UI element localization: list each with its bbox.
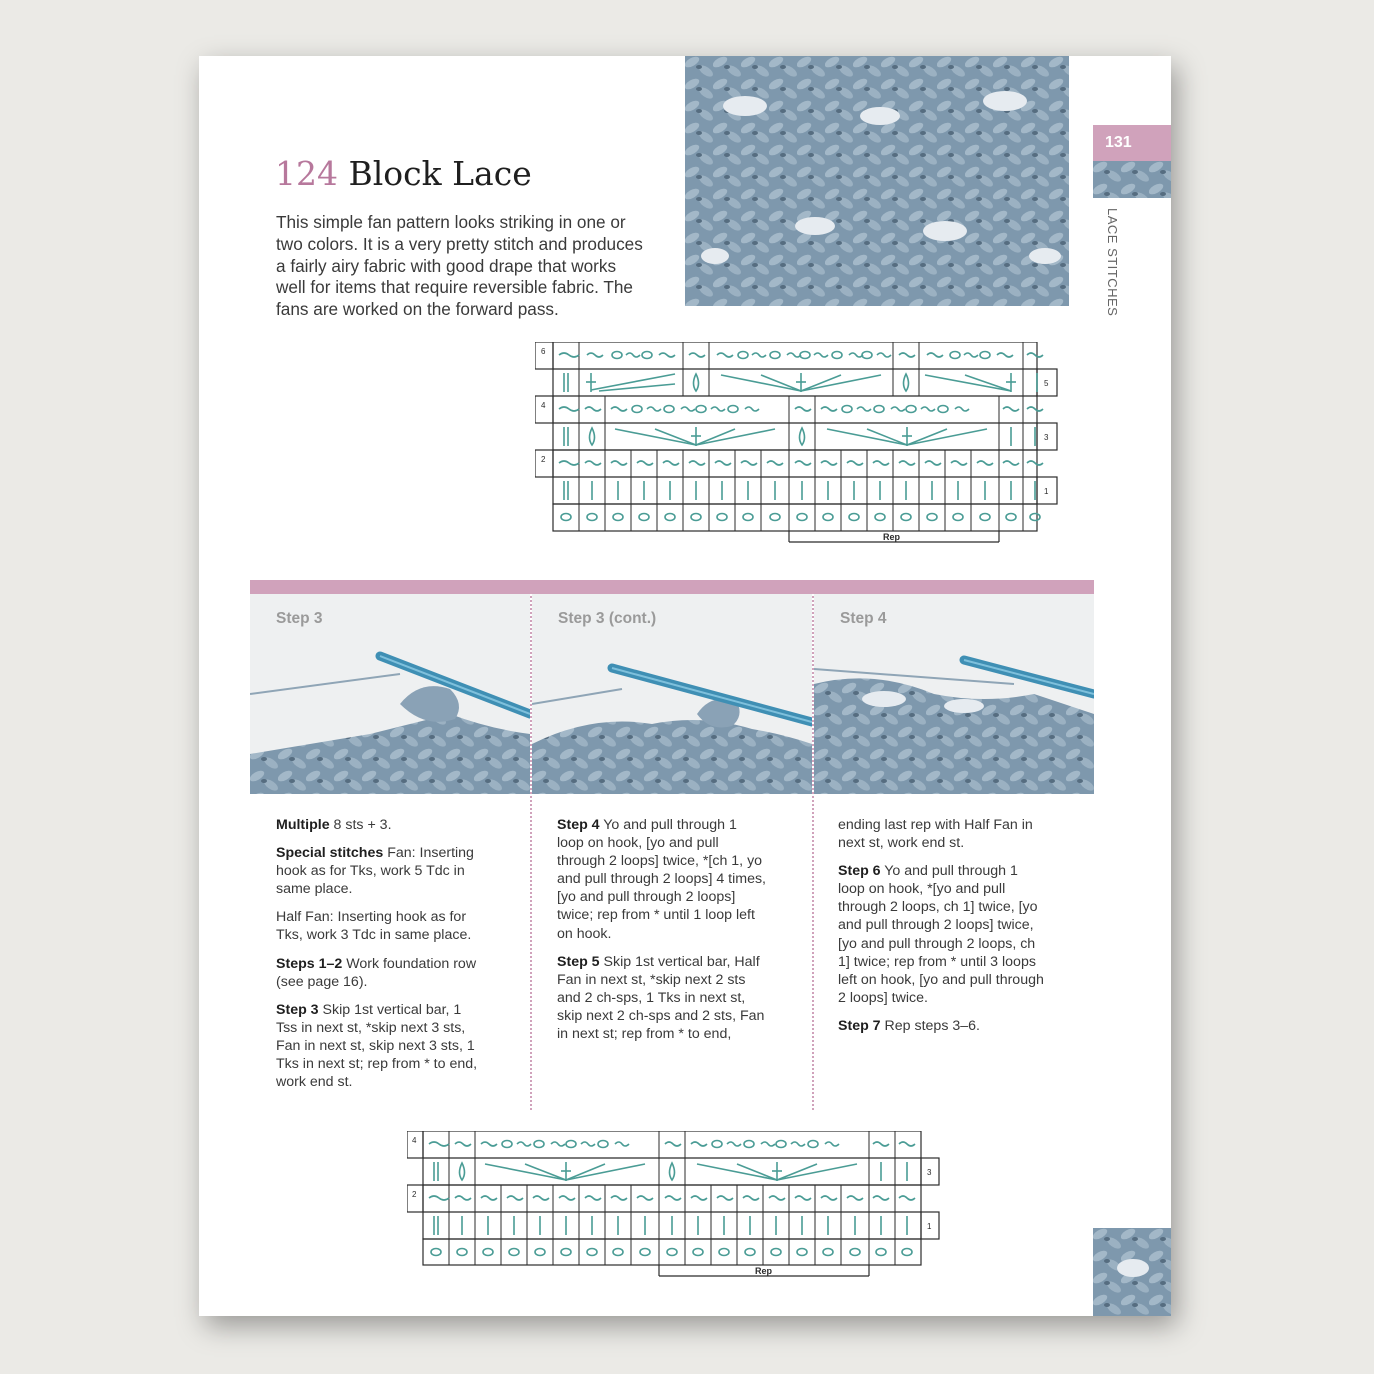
block-lace-swatch-photo: [685, 56, 1069, 306]
half-fan-line: Half Fan: Inserting hook as for Tks, work 3 Tdc in same place.: [276, 909, 472, 944]
pattern-number: 124: [275, 154, 338, 193]
column-divider: [530, 596, 532, 1110]
instructions-column-1: [276, 816, 486, 1101]
step-5-continued: ending last rep with Half Fan in next st, work end st.: [838, 817, 1033, 852]
yarn-texture: [1093, 161, 1171, 198]
row-number: 4: [412, 1136, 417, 1145]
tab-thumbnail: [1093, 161, 1171, 198]
row-number: 4: [541, 401, 546, 410]
row-number: 1: [927, 1222, 932, 1231]
row-number: 3: [1044, 433, 1049, 442]
step-photo-label: Step 3: [276, 610, 323, 627]
row-number: 5: [1044, 379, 1049, 388]
step-5-line: Step 5 Skip 1st vertical bar, Half Fan in next st, *skip next 2 sts and 2 ch-sps, 1 Tks in next st, skip next 2 ch-sps and 2 sts, Fan in next st; rep from * to end,: [557, 953, 765, 1043]
yarn-texture: [1093, 1228, 1171, 1316]
pattern-title: [275, 154, 532, 193]
step-photo-1: [250, 594, 530, 794]
column-divider: [812, 596, 814, 1110]
row-number: 2: [541, 455, 546, 464]
corner-thumbnail: [1093, 1228, 1171, 1316]
rep-label: Rep: [883, 532, 901, 542]
steps-header-bar: [250, 580, 1094, 594]
step-3-line: Step 3 Skip 1st vertical bar, 1 Tss in next st, *skip next 3 sts, Fan in next st, skip next 3 sts, 1 Tks in next st; rep from * to end, work end st.: [276, 1001, 478, 1091]
special-stitches-line: Special stitches Fan: Inserting hook as for Tks, work 5 Tdc in same place.: [276, 845, 474, 898]
section-label: LACE STITCHES: [1105, 208, 1120, 317]
row-number: 6: [541, 347, 546, 356]
multiple-line: Multiple 8 sts + 3.: [276, 817, 392, 833]
row-number: 2: [412, 1190, 417, 1199]
step-photo-label: Step 4: [840, 610, 887, 627]
step-4-line: Step 4 Yo and pull through 1 loop on hook, [yo and pull through 2 loops] twice, *[ch 1, yo and pull through 2 loops] 4 times, [yo and pull through 2 loops] twice; rep from * until 1 loop left on hook.: [557, 817, 767, 942]
step-7-line: Step 7 Rep steps 3–6.: [838, 1017, 980, 1034]
book-page: [199, 56, 1171, 1316]
chart-diagram-bottom: [407, 1131, 947, 1286]
step-photo-2: [532, 594, 812, 794]
rep-label: Rep: [755, 1266, 773, 1276]
step-photo-3: [814, 594, 1094, 794]
instructions-column-2: [557, 816, 767, 1053]
step-6-line: Step 6 Yo and pull through 1 loop on hook, *[yo and pull through 2 loops, ch 1] twice, [yo and pull through 2 loops] twice, [yo and pull through 2 loops, ch 1] twice; rep from * until 3 loops left on hook, [yo and pull through 2 loops] twice.: [838, 863, 1044, 1006]
chart-diagram-top: [535, 342, 1075, 549]
row-number: 1: [1044, 487, 1049, 496]
intro-paragraph: This simple fan pattern looks striking in one or two colors. It is a very pretty stitch and produces a fairly airy fabric with good drape that works well for items that require reversible fabric. The fans are worked on the forward pass.: [276, 212, 643, 320]
step-photo-label: Step 3 (cont.): [558, 610, 657, 627]
yarn-texture: [685, 56, 1069, 306]
row-number: 3: [927, 1168, 932, 1177]
steps-1-2-line: Steps 1–2 Work foundation row (see page 16).: [276, 955, 477, 990]
pattern-name: Block Lace: [348, 154, 532, 193]
page-number-tab: 131: [1093, 125, 1171, 161]
instructions-column-3: [838, 816, 1048, 1045]
